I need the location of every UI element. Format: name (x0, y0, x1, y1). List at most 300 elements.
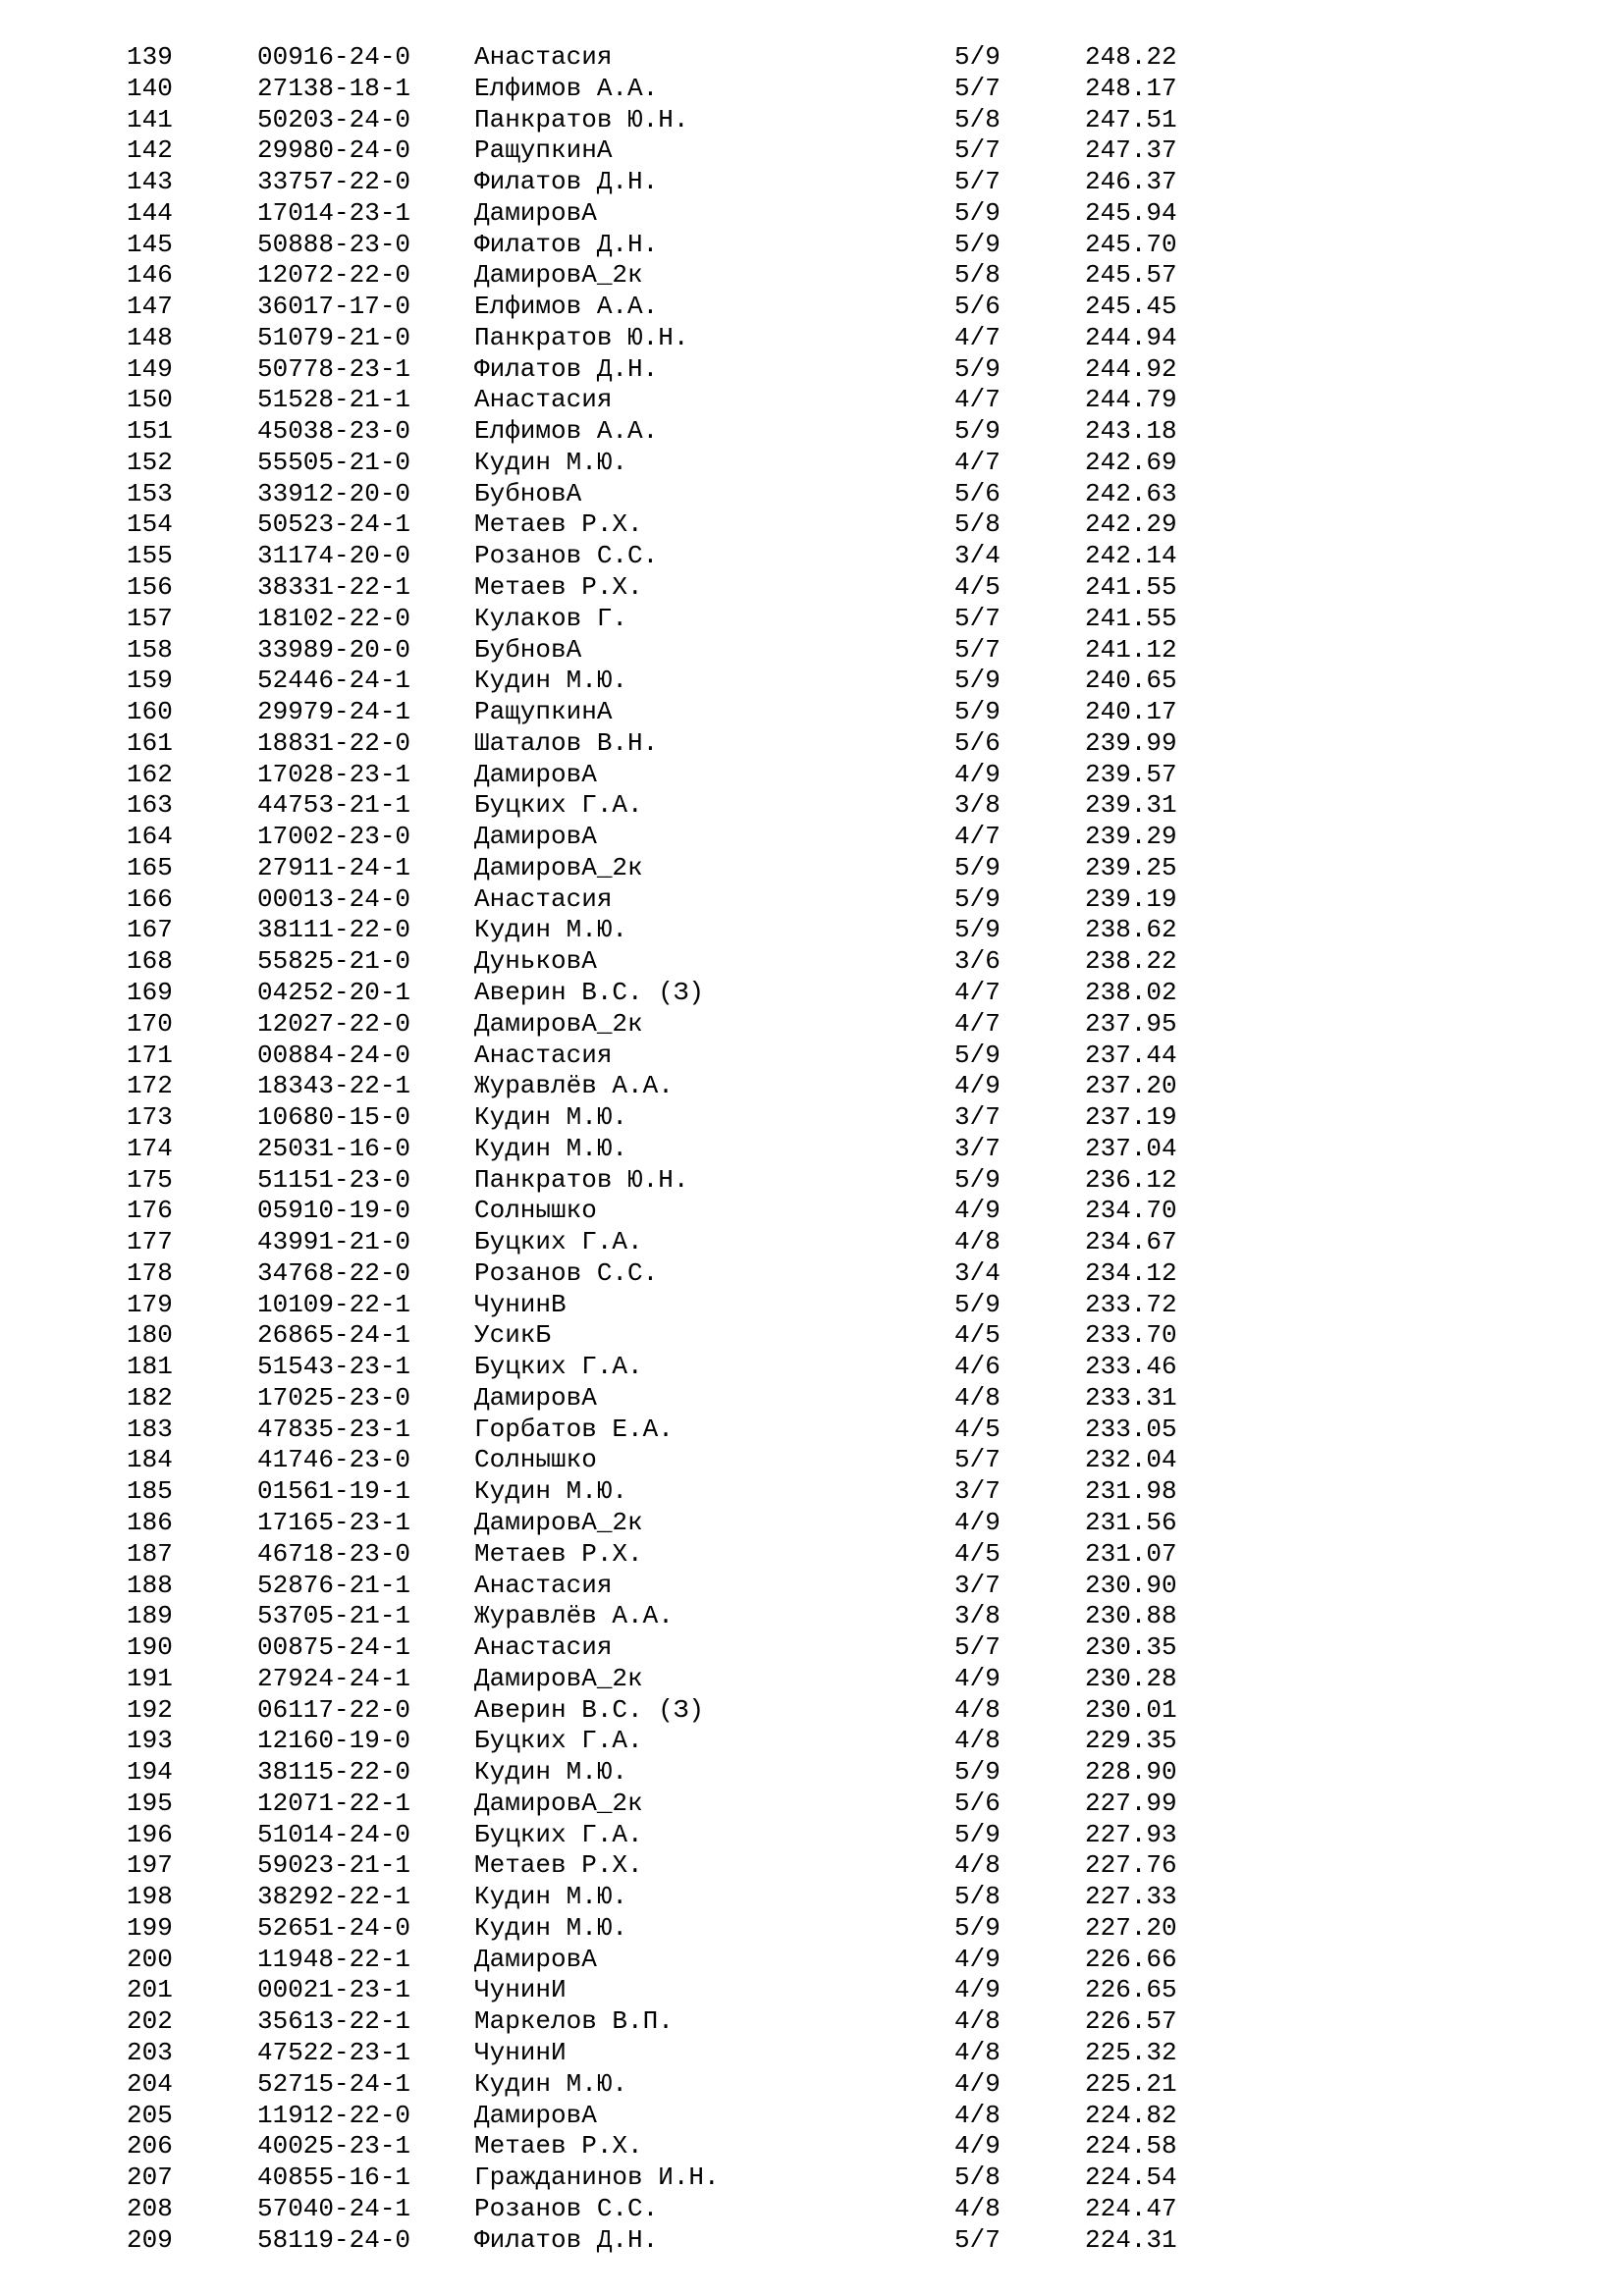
table-row (0, 1320, 1624, 1352)
row-code: 44753-21-1 (257, 790, 411, 821)
row-ratio: 4/7 (954, 1008, 1001, 1039)
table-row (0, 2194, 1624, 2225)
row-ratio: 4/9 (954, 1975, 1001, 2005)
row-number: 196 (127, 1819, 173, 1849)
table-row (0, 697, 1624, 728)
row-name: Буцких Г.А. (474, 790, 643, 821)
row-score: 233.46 (1085, 1352, 1177, 1382)
row-number: 157 (127, 603, 173, 633)
row-number: 188 (127, 1570, 173, 1600)
row-number: 203 (127, 2038, 173, 2067)
row-score: 233.70 (1085, 1320, 1177, 1351)
table-row (0, 479, 1624, 510)
row-number: 186 (127, 1507, 173, 1537)
row-number: 153 (127, 478, 173, 508)
table-row (0, 135, 1624, 167)
row-ratio: 4/9 (954, 1196, 1001, 1226)
table-row (0, 604, 1624, 635)
row-number: 191 (127, 1663, 173, 1693)
row-number: 197 (127, 1850, 173, 1881)
row-score: 238.62 (1085, 915, 1177, 945)
row-code: 52876-21-1 (257, 1570, 411, 1600)
table-row (0, 1071, 1624, 1102)
row-code: 38331-22-1 (257, 572, 411, 603)
row-name: Кудин М.Ю. (474, 447, 628, 477)
row-number: 142 (127, 135, 173, 166)
row-score: 232.04 (1085, 1445, 1177, 1475)
row-number: 158 (127, 634, 173, 665)
row-number: 187 (127, 1538, 173, 1569)
table-row (0, 1913, 1624, 1945)
row-ratio: 5/9 (954, 1040, 1001, 1070)
table-row (0, 1196, 1624, 1227)
table-row (0, 572, 1624, 604)
row-score: 239.99 (1085, 727, 1177, 758)
row-score: 226.65 (1085, 1975, 1177, 2005)
row-score: 237.44 (1085, 1040, 1177, 1070)
row-ratio: 4/8 (954, 1726, 1001, 1756)
row-ratio: 5/6 (954, 1788, 1001, 1818)
row-ratio: 4/7 (954, 385, 1001, 415)
table-row (0, 1601, 1624, 1632)
row-name: БубновА (474, 634, 582, 665)
row-code: 50203-24-0 (257, 104, 411, 134)
row-ratio: 5/8 (954, 509, 1001, 540)
row-number: 201 (127, 1975, 173, 2005)
row-ratio: 5/9 (954, 197, 1001, 228)
table-row (0, 1975, 1624, 2006)
row-ratio: 3/8 (954, 790, 1001, 821)
row-name: Панкратов Ю.Н. (474, 322, 689, 352)
table-row (0, 509, 1624, 541)
row-code: 50523-24-1 (257, 509, 411, 540)
row-number: 205 (127, 2100, 173, 2130)
row-number: 174 (127, 1133, 173, 1163)
row-ratio: 5/9 (954, 1164, 1001, 1195)
row-ratio: 5/7 (954, 167, 1001, 197)
row-score: 238.02 (1085, 977, 1177, 1007)
row-code: 18831-22-0 (257, 727, 411, 758)
row-score: 239.57 (1085, 759, 1177, 789)
row-score: 244.79 (1085, 385, 1177, 415)
row-score: 225.32 (1085, 2038, 1177, 2067)
row-ratio: 5/9 (954, 883, 1001, 914)
row-score: 237.19 (1085, 1102, 1177, 1133)
row-ratio: 5/9 (954, 852, 1001, 882)
row-number: 206 (127, 2131, 173, 2162)
row-code: 17165-23-1 (257, 1507, 411, 1537)
row-name: Кудин М.Ю. (474, 666, 628, 696)
row-ratio: 5/8 (954, 104, 1001, 134)
row-name: ДамировА_2к (474, 1008, 643, 1039)
row-ratio: 5/9 (954, 915, 1001, 945)
table-row (0, 1539, 1624, 1571)
row-ratio: 4/9 (954, 759, 1001, 789)
row-ratio: 4/8 (954, 1850, 1001, 1881)
row-ratio: 4/8 (954, 1694, 1001, 1725)
row-number: 177 (127, 1227, 173, 1257)
row-ratio: 5/7 (954, 1632, 1001, 1663)
row-number: 198 (127, 1882, 173, 1912)
row-ratio: 4/9 (954, 1507, 1001, 1537)
row-code: 51151-23-0 (257, 1164, 411, 1195)
row-score: 227.76 (1085, 1850, 1177, 1881)
row-name: Анастасия (474, 1040, 613, 1070)
row-name: Кудин М.Ю. (474, 1757, 628, 1788)
row-ratio: 5/9 (954, 1819, 1001, 1849)
row-score: 224.58 (1085, 2131, 1177, 2162)
table-row (0, 1508, 1624, 1539)
table-row (0, 42, 1624, 74)
table-row (0, 1664, 1624, 1695)
row-code: 52446-24-1 (257, 666, 411, 696)
row-name: ЧунинВ (474, 1289, 567, 1319)
row-ratio: 5/9 (954, 1289, 1001, 1319)
row-score: 237.95 (1085, 1008, 1177, 1039)
row-code: 11912-22-0 (257, 2100, 411, 2130)
row-ratio: 5/7 (954, 603, 1001, 633)
row-name: Буцких Г.А. (474, 1819, 643, 1849)
row-score: 242.69 (1085, 447, 1177, 477)
row-code: 43991-21-0 (257, 1227, 411, 1257)
row-number: 151 (127, 416, 173, 447)
row-number: 147 (127, 292, 173, 322)
row-code: 58119-24-0 (257, 2224, 411, 2255)
row-score: 241.12 (1085, 634, 1177, 665)
row-name: Кудин М.Ю. (474, 1912, 628, 1943)
row-code: 31174-20-0 (257, 541, 411, 571)
row-code: 00013-24-0 (257, 883, 411, 914)
table-row (0, 1945, 1624, 1976)
table-row (0, 728, 1624, 760)
row-name: ДамировА (474, 197, 597, 228)
row-code: 12027-22-0 (257, 1008, 411, 1039)
row-ratio: 5/9 (954, 353, 1001, 384)
row-name: Филатов Д.Н. (474, 167, 659, 197)
row-number: 152 (127, 447, 173, 477)
row-name: Панкратов Ю.Н. (474, 104, 689, 134)
row-name: БубновА (474, 478, 582, 508)
row-code: 18102-22-0 (257, 603, 411, 633)
row-code: 33989-20-0 (257, 634, 411, 665)
row-score: 247.51 (1085, 104, 1177, 134)
table-row (0, 666, 1624, 697)
row-ratio: 5/9 (954, 666, 1001, 696)
row-name: Шаталов В.Н. (474, 727, 659, 758)
row-number: 192 (127, 1694, 173, 1725)
row-number: 170 (127, 1008, 173, 1039)
table-row (0, 884, 1624, 916)
row-number: 150 (127, 385, 173, 415)
row-code: 47522-23-1 (257, 2038, 411, 2067)
table-row (0, 1882, 1624, 1913)
row-code: 06117-22-0 (257, 1694, 411, 1725)
row-code: 46718-23-0 (257, 1538, 411, 1569)
row-score: 225.21 (1085, 2068, 1177, 2099)
row-name: Гражданинов И.Н. (474, 2163, 720, 2193)
row-ratio: 4/8 (954, 1382, 1001, 1413)
row-name: Метаев Р.Х. (474, 572, 643, 603)
row-code: 00884-24-0 (257, 1040, 411, 1070)
row-score: 242.63 (1085, 478, 1177, 508)
row-code: 50778-23-1 (257, 353, 411, 384)
row-number: 181 (127, 1352, 173, 1382)
row-ratio: 5/9 (954, 229, 1001, 259)
row-number: 162 (127, 759, 173, 789)
row-number: 193 (127, 1726, 173, 1756)
row-code: 34768-22-0 (257, 1257, 411, 1288)
table-row (0, 1726, 1624, 1757)
row-code: 52651-24-0 (257, 1912, 411, 1943)
table-row (0, 946, 1624, 978)
row-score: 230.90 (1085, 1570, 1177, 1600)
table-row (0, 1227, 1624, 1258)
row-code: 00916-24-0 (257, 42, 411, 72)
row-number: 209 (127, 2224, 173, 2255)
row-code: 51528-21-1 (257, 385, 411, 415)
row-score: 243.18 (1085, 416, 1177, 447)
row-score: 245.57 (1085, 260, 1177, 291)
row-number: 165 (127, 852, 173, 882)
row-code: 17028-23-1 (257, 759, 411, 789)
row-score: 234.70 (1085, 1196, 1177, 1226)
row-code: 17014-23-1 (257, 197, 411, 228)
row-ratio: 5/6 (954, 292, 1001, 322)
row-name: Елфимов А.А. (474, 292, 659, 322)
row-code: 55505-21-0 (257, 447, 411, 477)
table-row (0, 1415, 1624, 1446)
row-score: 237.04 (1085, 1133, 1177, 1163)
table-row (0, 1445, 1624, 1476)
row-ratio: 4/5 (954, 1414, 1001, 1444)
table-row (0, 74, 1624, 105)
row-score: 245.94 (1085, 197, 1177, 228)
row-ratio: 4/7 (954, 322, 1001, 352)
row-code: 47835-23-1 (257, 1414, 411, 1444)
row-name: ЧунинИ (474, 2038, 567, 2067)
row-score: 233.05 (1085, 1414, 1177, 1444)
row-score: 230.28 (1085, 1663, 1177, 1693)
row-ratio: 5/9 (954, 416, 1001, 447)
row-number: 202 (127, 2006, 173, 2037)
row-number: 149 (127, 353, 173, 384)
row-name: Кудин М.Ю. (474, 915, 628, 945)
row-code: 41746-23-0 (257, 1445, 411, 1475)
row-name: ДамировА_2к (474, 1663, 643, 1693)
row-code: 38292-22-1 (257, 1882, 411, 1912)
row-code: 17025-23-0 (257, 1382, 411, 1413)
row-score: 230.88 (1085, 1601, 1177, 1631)
table-row (0, 978, 1624, 1009)
row-name: Буцких Г.А. (474, 1352, 643, 1382)
row-name: Анастасия (474, 883, 613, 914)
row-score: 244.92 (1085, 353, 1177, 384)
row-name: Анастасия (474, 42, 613, 72)
table-row (0, 1165, 1624, 1197)
row-name: ДамировА (474, 1382, 597, 1413)
row-name: Горбатов Е.А. (474, 1414, 674, 1444)
table-row (0, 2069, 1624, 2101)
row-code: 12072-22-0 (257, 260, 411, 291)
row-ratio: 5/6 (954, 478, 1001, 508)
row-ratio: 4/8 (954, 2100, 1001, 2130)
table-row (0, 292, 1624, 323)
row-score: 231.07 (1085, 1538, 1177, 1569)
row-number: 182 (127, 1382, 173, 1413)
row-ratio: 4/5 (954, 572, 1001, 603)
row-ratio: 4/6 (954, 1352, 1001, 1382)
row-name: ДамировА_2к (474, 1788, 643, 1818)
row-name: Кудин М.Ю. (474, 1476, 628, 1507)
row-ratio: 4/8 (954, 2006, 1001, 2037)
table-row (0, 1476, 1624, 1508)
row-ratio: 5/7 (954, 634, 1001, 665)
row-name: ДамировА (474, 822, 597, 852)
row-score: 224.54 (1085, 2163, 1177, 2193)
table-row (0, 2038, 1624, 2069)
row-number: 176 (127, 1196, 173, 1226)
row-name: Филатов Д.Н. (474, 229, 659, 259)
row-code: 55825-21-0 (257, 946, 411, 977)
row-number: 166 (127, 883, 173, 914)
table-row (0, 1290, 1624, 1321)
row-name: Солнышко (474, 1445, 597, 1475)
row-ratio: 5/8 (954, 260, 1001, 291)
row-score: 241.55 (1085, 603, 1177, 633)
row-code: 10109-22-1 (257, 1289, 411, 1319)
row-score: 227.33 (1085, 1882, 1177, 1912)
row-score: 229.35 (1085, 1726, 1177, 1756)
row-score: 224.82 (1085, 2100, 1177, 2130)
row-name: Филатов Д.Н. (474, 353, 659, 384)
row-code: 33912-20-0 (257, 478, 411, 508)
table-row (0, 822, 1624, 853)
row-score: 224.47 (1085, 2193, 1177, 2223)
row-number: 178 (127, 1257, 173, 1288)
table-row (0, 1258, 1624, 1290)
table-row (0, 1134, 1624, 1165)
table-row (0, 1041, 1624, 1072)
row-number: 204 (127, 2068, 173, 2099)
row-score: 238.22 (1085, 946, 1177, 977)
row-code: 38111-22-0 (257, 915, 411, 945)
row-ratio: 3/7 (954, 1133, 1001, 1163)
row-code: 51014-24-0 (257, 1819, 411, 1849)
table-row (0, 541, 1624, 572)
table-row (0, 230, 1624, 261)
row-code: 01561-19-1 (257, 1476, 411, 1507)
row-number: 139 (127, 42, 173, 72)
row-code: 59023-21-1 (257, 1850, 411, 1881)
row-name: Розанов С.С. (474, 1257, 659, 1288)
row-code: 38115-22-0 (257, 1757, 411, 1788)
row-score: 246.37 (1085, 167, 1177, 197)
row-name: Буцких Г.А. (474, 1726, 643, 1756)
row-name: РащупкинА (474, 135, 613, 166)
row-number: 145 (127, 229, 173, 259)
row-ratio: 4/7 (954, 447, 1001, 477)
row-number: 159 (127, 666, 173, 696)
row-score: 234.67 (1085, 1227, 1177, 1257)
row-name: ДамировА_2к (474, 852, 643, 882)
row-name: ДамировА_2к (474, 260, 643, 291)
row-number: 173 (127, 1102, 173, 1133)
row-ratio: 5/8 (954, 2163, 1001, 2193)
row-name: Кудин М.Ю. (474, 1102, 628, 1133)
row-number: 185 (127, 1476, 173, 1507)
row-number: 154 (127, 509, 173, 540)
row-ratio: 3/7 (954, 1570, 1001, 1600)
table-row (0, 1789, 1624, 1820)
row-number: 160 (127, 697, 173, 727)
row-number: 171 (127, 1040, 173, 1070)
row-code: 17002-23-0 (257, 822, 411, 852)
row-ratio: 4/9 (954, 1071, 1001, 1101)
row-name: Солнышко (474, 1196, 597, 1226)
table-row (0, 760, 1624, 791)
row-score: 236.12 (1085, 1164, 1177, 1195)
row-ratio: 4/7 (954, 822, 1001, 852)
table-row (0, 448, 1624, 479)
row-number: 194 (127, 1757, 173, 1788)
row-name: Кудин М.Ю. (474, 1133, 628, 1163)
row-score: 227.99 (1085, 1788, 1177, 1818)
row-number: 141 (127, 104, 173, 134)
row-ratio: 5/9 (954, 1912, 1001, 1943)
row-ratio: 4/8 (954, 2193, 1001, 2223)
row-name: Елфимов А.А. (474, 416, 659, 447)
row-ratio: 3/4 (954, 1257, 1001, 1288)
row-ratio: 3/8 (954, 1601, 1001, 1631)
row-code: 12071-22-1 (257, 1788, 411, 1818)
row-score: 233.31 (1085, 1382, 1177, 1413)
table-row (0, 2006, 1624, 2038)
row-code: 52715-24-1 (257, 2068, 411, 2099)
row-score: 227.20 (1085, 1912, 1177, 1943)
table-row (0, 2225, 1624, 2257)
row-ratio: 4/7 (954, 977, 1001, 1007)
row-number: 184 (127, 1445, 173, 1475)
row-score: 247.37 (1085, 135, 1177, 166)
row-score: 230.01 (1085, 1694, 1177, 1725)
row-ratio: 5/7 (954, 2224, 1001, 2255)
row-code: 27924-24-1 (257, 1663, 411, 1693)
row-number: 200 (127, 1944, 173, 1974)
row-name: Маркелов В.П. (474, 2006, 674, 2037)
row-score: 226.57 (1085, 2006, 1177, 2037)
table-row (0, 260, 1624, 292)
row-code: 51079-21-0 (257, 322, 411, 352)
row-score: 231.56 (1085, 1507, 1177, 1537)
row-score: 244.94 (1085, 322, 1177, 352)
row-number: 156 (127, 572, 173, 603)
row-number: 169 (127, 977, 173, 1007)
row-name: Анастасия (474, 385, 613, 415)
row-score: 245.45 (1085, 292, 1177, 322)
row-ratio: 4/5 (954, 1538, 1001, 1569)
row-name: ДуньковА (474, 946, 597, 977)
row-number: 144 (127, 197, 173, 228)
row-name: Елфимов А.А. (474, 73, 659, 103)
row-number: 199 (127, 1912, 173, 1943)
row-score: 230.35 (1085, 1632, 1177, 1663)
row-ratio: 5/9 (954, 42, 1001, 72)
row-score: 240.65 (1085, 666, 1177, 696)
row-score: 245.70 (1085, 229, 1177, 259)
row-name: Журавлёв А.А. (474, 1071, 674, 1101)
table-row (0, 416, 1624, 448)
row-name: Анастасия (474, 1570, 613, 1600)
